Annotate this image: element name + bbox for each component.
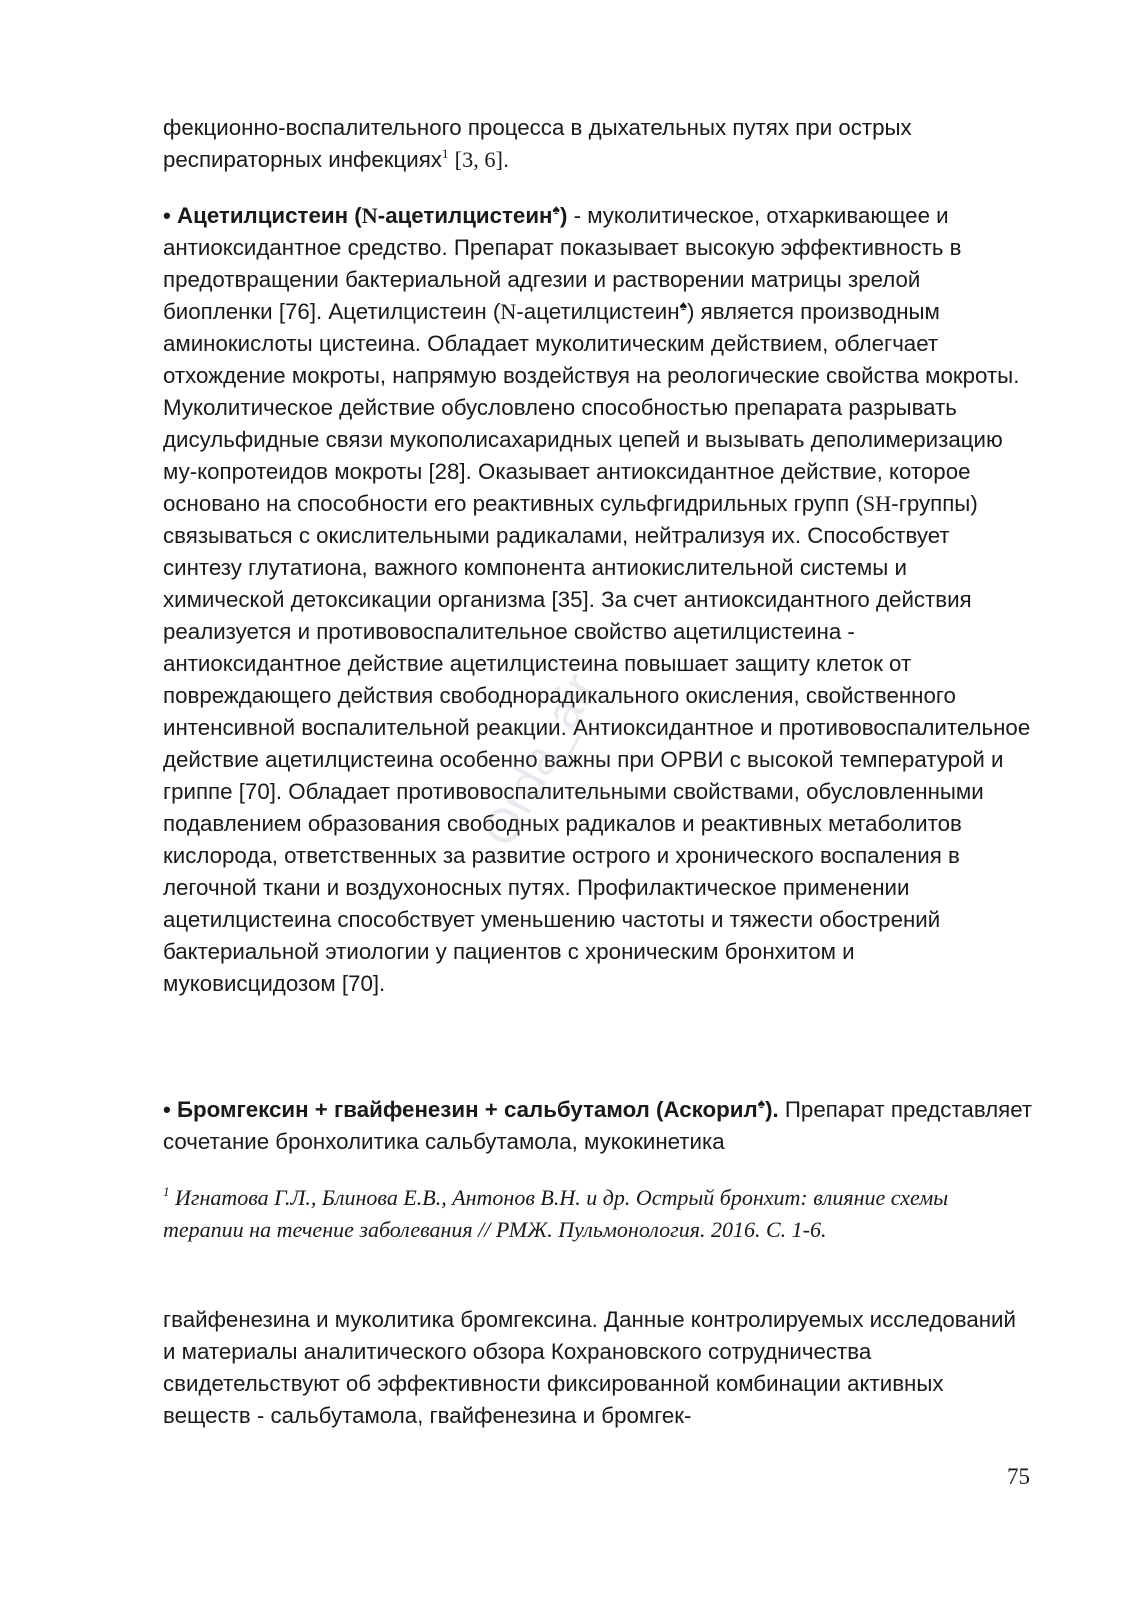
bullet: • [163, 1097, 171, 1122]
paragraph-acetylcysteine: • Ацетилцистеин (N-ацетилцистеин♠) - муколитическое, отхаркивающее и антиоксидантное средство. Препарат показывает высокую эффективность в предотвращении бактериальной адгезии и растворении матрицы зрелой биопленки [76]. Ацетилцистеин (N-ацетилцистеин♠) является производным аминокислоты цистеина. Обладает муколитическим действием, облегчает отхождение мокроты, напрямую воздействуя на реологические свойства мокроты. Муколитическое действие обусловлено способностью препарата разрывать дисульфидные связи мукополисахаридных цепей и вызывать деполимеризацию му-копротеидов мокроты [28]. Оказывает антиоксидантное действие, которое основано на способности его реактивных сульфгидрильных групп (SH-группы) связываться с окислительными радикалами, нейтрализуя их. Способствует синтезу глутатиона, важного компонента антиокислительной системы и химической детоксикации организма [35]. За счет антиоксидантного действия реализуется и противовоспалительное свойство ацетилцистеина - антиоксидантное действие ацетилцистеина повышает защиту клеток от повреждающего действия свободнорадикального окисления, свойственного интенсивной воспалительной реакции. Антиоксидантное и противовоспалительное действие ацетилцистеина особенно важны при ОРВИ с высокой температурой и гриппе [70]. Обладает противовоспалительными свойствами, обусловленными подавлением образования свободных радикалов и реактивных метаболитов кислорода, ответственных за развитие острого и хронического воспаления в легочной ткани и воздухоносных путях. Профилактическое применении ацетилцистеина способствует уменьшению частоты и тяжести обострений бактериальной этиологии у пациентов с хроническим бронхитом и муковисцидозом [70]. [163, 201, 1031, 996]
paragraph-continuation: фекционно-воспалительного процесса в дыхательных путях при острых респираторных инфекциях$^1$ [3, 6]. [163, 115, 912, 172]
paragraph-ascoril: • Бромгексин + гвайфенезин + сальбутамол (Аскорил♠). Препарат представляет сочетание бронхолитика сальбутамола, мукокинетика [163, 1095, 1033, 1154]
drug-name-heading: Ацетилцистеин (N-ацетилцистеин♠) [177, 201, 568, 228]
footnote-number: 1 [163, 1184, 170, 1199]
footnote: $^1$ Игнатова Г.Л., Блинова Е.В., Антонов В.Н. и др. Острый бронхит: влияние схемы терапии на течение заболевания // РМЖ. Пульмонология. 2016. С. 1-6. [163, 1184, 949, 1242]
bullet: • [163, 203, 171, 228]
paragraph-continuation-2: гвайфенезина и муколитика бромгексина. Данные контролируемых исследований и материалы аналитического обзора Кохрановского сотрудничества свидетельствуют об эффективности фиксированной комбинации активных веществ - сальбутамола, гвайфенезина и бромгек- [163, 1307, 1016, 1428]
footnote-marker: 1 [441, 146, 449, 161]
drug-name-heading: Бромгексин + гвайфенезин + сальбутамол (Аскорил♠). [177, 1095, 779, 1122]
watermark: Orda_air [472, 665, 608, 855]
page-number: 75 [1007, 1464, 1030, 1489]
trademark-club-icon: ♠ [757, 1095, 766, 1111]
trademark-club-icon: ♠ [679, 297, 687, 313]
citation: [3, 6] [454, 147, 503, 172]
trademark-club-icon: ♠ [552, 201, 560, 217]
